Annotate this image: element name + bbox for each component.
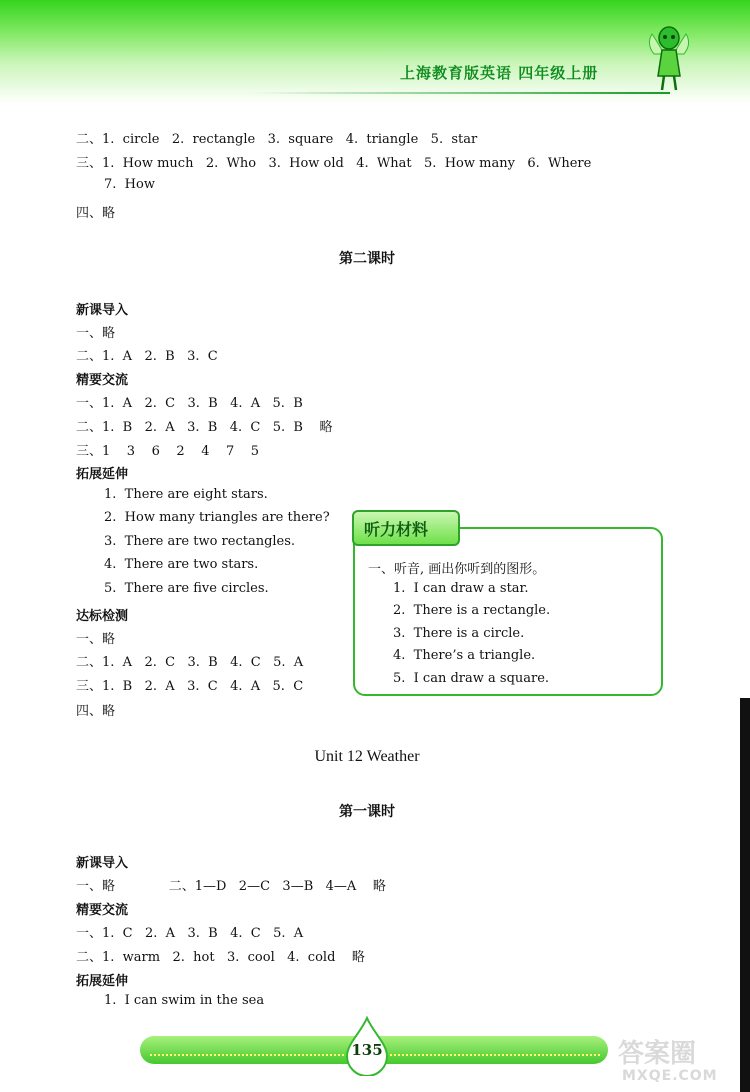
listening-item: 3. There is a circle.: [393, 626, 525, 641]
watermark-url: MXQE.COM: [622, 1068, 718, 1084]
answer-line: 二、1. B 2. A 3. B 4. C 5. B 略: [76, 420, 333, 435]
answer-line: 一、1. C 2. A 3. B 4. C 5. A: [76, 926, 304, 941]
answer-line: 三、1 3 6 2 4 7 5: [76, 444, 260, 459]
section-title: 精要交流: [76, 903, 129, 918]
page-number: 135: [351, 1041, 383, 1059]
answer-line: 二、1. warm 2. hot 3. cool 4. cold 略: [76, 950, 365, 965]
section-title: 精要交流: [76, 373, 129, 388]
header-rule: [250, 92, 670, 94]
answer-line: 5. There are five circles.: [104, 581, 269, 596]
answer-line: 1. There are eight stars.: [104, 487, 268, 502]
answer-line: 一、1. A 2. C 3. B 4. A 5. B: [76, 396, 303, 411]
listening-intro: 一、听音, 画出你听到的图形。: [368, 562, 546, 577]
answer-line: 一、略 二、1—D 2—C 3—B 4—A 略: [76, 879, 386, 894]
listening-material-tab: 听力材料: [352, 510, 460, 546]
answer-line: 一、略: [76, 326, 116, 341]
answer-line: 三、1. How much 2. Who 3. How old 4. What 5. How many 6. Where: [76, 156, 592, 171]
answer-line: 4. There are two stars.: [104, 557, 259, 572]
section-title: 新课导入: [76, 303, 129, 318]
answer-line: 二、1. A 2. B 3. C: [76, 349, 218, 364]
section-title: 拓展延伸: [76, 974, 129, 989]
answer-line: 一、略: [76, 632, 116, 647]
page-header-band: [0, 0, 750, 104]
listening-item: 5. I can draw a square.: [393, 671, 550, 686]
section-title: 拓展延伸: [76, 467, 129, 482]
lesson-heading: 第二课时: [339, 251, 395, 267]
answer-line: 3. There are two rectangles.: [104, 534, 296, 549]
section-title: 达标检测: [76, 609, 129, 624]
watermark-logo: 答案圈: [618, 1039, 697, 1069]
fairy-mascot-icon: [646, 24, 692, 94]
unit-title: Unit 12 Weather: [314, 748, 420, 765]
header-title: 上海教育版英语 四年级上册: [400, 64, 599, 82]
answer-line: 三、1. B 2. A 3. C 4. A 5. C: [76, 679, 304, 694]
answer-line: 2. How many triangles are there?: [104, 510, 330, 525]
listening-item: 4. There’s a triangle.: [393, 648, 536, 663]
answer-line: 二、1. A 2. C 3. B 4. C 5. A: [76, 655, 304, 670]
listening-item: 1. I can draw a star.: [393, 581, 529, 596]
listening-item: 2. There is a rectangle.: [393, 603, 551, 618]
answer-line: 7. How: [104, 177, 155, 192]
section-title: 新课导入: [76, 856, 129, 871]
answer-line: 1. I can swim in the sea: [104, 993, 265, 1008]
answer-line: 四、略: [76, 206, 116, 221]
lesson-heading: 第一课时: [339, 804, 395, 820]
answer-line: 二、1. circle 2. rectangle 3. square 4. triangle 5. star: [76, 132, 478, 147]
page-edge-shadow: [740, 698, 750, 1092]
answer-line: 四、略: [76, 704, 116, 719]
